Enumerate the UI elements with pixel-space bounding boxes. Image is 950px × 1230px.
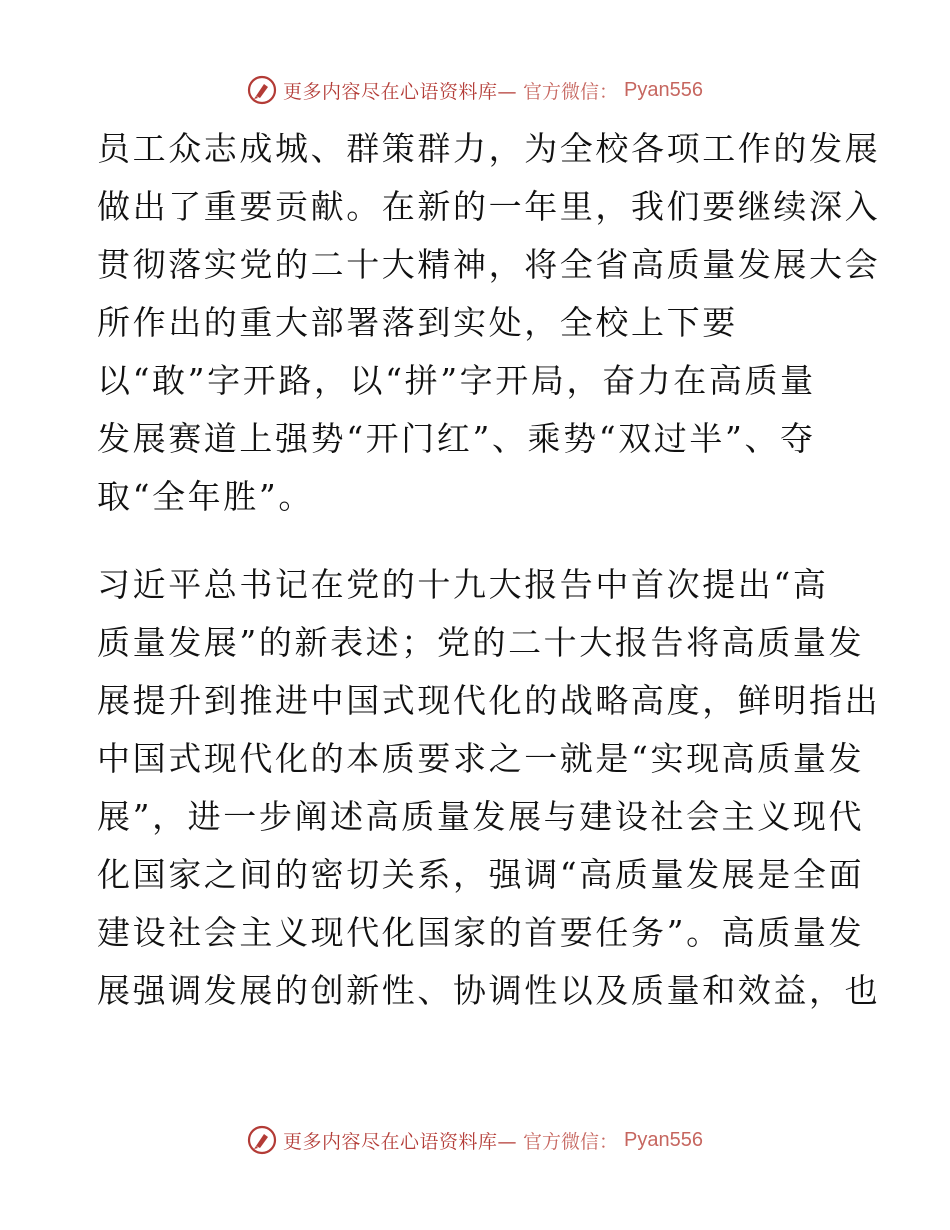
banner-text: 更多内容尽在心语资料库—: [283, 1130, 518, 1153]
text-line: 取“全年胜”。: [97, 477, 314, 516]
pen-nib-icon: [247, 75, 277, 105]
text-line: 化国家之间的密切关系，强调“高质量发展是全面: [97, 855, 865, 894]
paragraph-spacer: [97, 526, 857, 556]
banner-wechat-id: Pyan556: [624, 1128, 703, 1151]
text-line: 发展赛道上强势“开门红”、乘势“双过半”、夺: [97, 419, 816, 458]
text-line: 展”，进一步阐述高质量发展与建设社会主义现代: [97, 797, 865, 836]
paragraph-1: [97, 120, 881, 526]
page-footer-banner: [0, 1122, 950, 1158]
text-line: 做出了重要贡献。在新的一年里，我们要继续深入: [97, 187, 881, 226]
text-line: 展提升到推进中国式现代化的战略高度，鲜明指出: [97, 681, 881, 720]
text-line: 建设社会主义现代化国家的首要任务”。高质量发: [97, 913, 865, 952]
text-line: 贯彻落实党的二十大精神，将全省高质量发展大会: [97, 245, 881, 284]
text-line: 员工众志成城、群策群力，为全校各项工作的发展: [97, 129, 881, 168]
text-line: 习近平总书记在党的十九大报告中首次提出“高: [97, 565, 829, 604]
page-header-banner: [0, 72, 950, 108]
text-line: 以“敢”字开路，以“拼”字开局，奋力在高质量: [97, 361, 816, 400]
pen-nib-icon: [247, 1125, 277, 1155]
text-line: 中国式现代化的本质要求之一就是“实现高质量发: [97, 739, 865, 778]
banner-wechat-label: 官方微信：: [523, 80, 619, 103]
banner-text: 更多内容尽在心语资料库—: [283, 80, 518, 103]
document-body: [97, 120, 881, 1020]
text-line: 质量发展”的新表述；党的二十大报告将高质量发: [97, 623, 865, 662]
banner-wechat-label: 官方微信：: [523, 1130, 619, 1153]
text-line: 展强调发展的创新性、协调性以及质量和效益，也: [97, 971, 881, 1010]
paragraph-2: [97, 556, 881, 1020]
banner-wechat-id: Pyan556: [624, 78, 703, 101]
text-line: 所作出的重大部署落到实处，全校上下要: [97, 303, 738, 342]
